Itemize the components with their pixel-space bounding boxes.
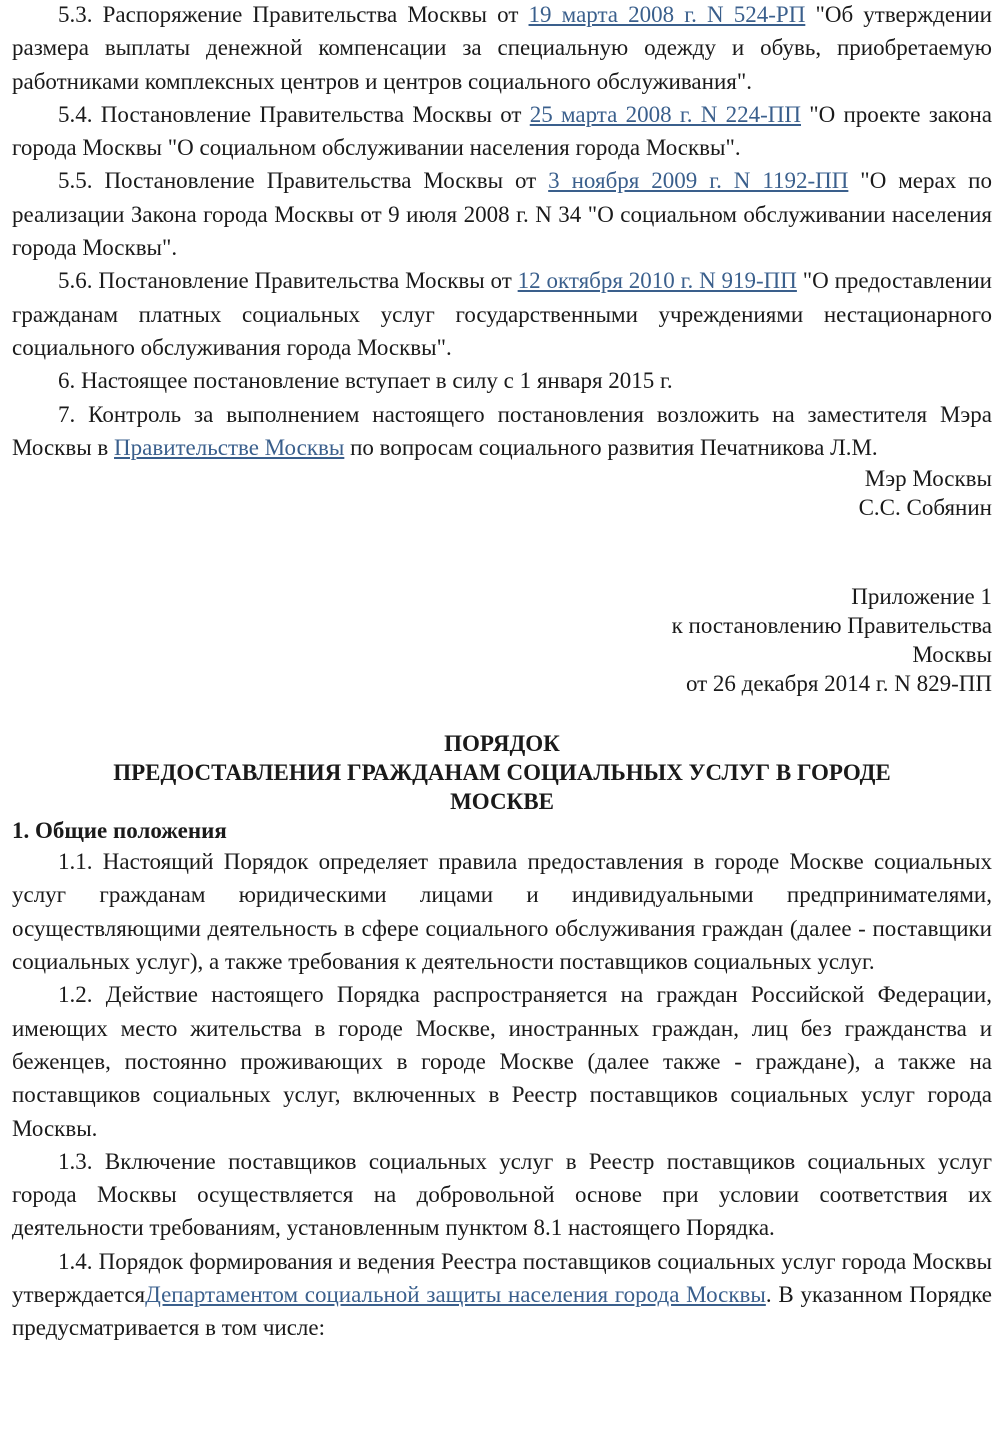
paragraph-text: 1.4. Порядок формирования и ведения Реестра поставщиков социальных услуг города Москвы утверждается [12,1248,992,1308]
link-resolution-1192-pp[interactable]: 3 ноября 2009 г. N 1192-ПП [548,168,849,194]
link-resolution-919-pp[interactable]: 12 октября 2010 г. N 919-ПП [517,268,797,294]
appendix-line-4: от 26 декабря 2014 г. N 829-ПП [685,671,992,697]
title-line-2: ПРЕДОСТАВЛЕНИЯ ГРАЖДАНАМ СОЦИАЛЬНЫХ УСЛУГ В ГОРОДЕ [113,760,891,786]
paragraph-text: 5.5. Постановление Правительства Москвы от [58,168,549,194]
paragraph-5-4 [12,98,992,165]
signature-name: С.С. Собянин [858,495,992,521]
title-line-1: ПОРЯДОК [444,731,560,757]
paragraph-text: "О предоставлении гражданам платных социальных услуг государственными учреждениями нестационарного социального обслуживания города Москвы". [12,268,992,360]
appendix-line-2: к постановлению Правительства [671,613,992,639]
paragraph-text: 5.6. Постановление Правительства Москвы от [58,268,518,294]
paragraph-1-1: 1.1. Настоящий Порядок определяет правила предоставления в городе Москве социальных услуг гражданам юридическими лицами и индивидуальными предпринимателями, осуществляющими деятельность в сфере социального обслуживания граждан (далее - поставщики социальных услуг), а также требования к деятельности поставщиков социальных услуг. [12,849,992,975]
paragraph-7 [12,398,992,465]
appendix-line-3: Москвы [912,642,992,668]
signature-block [12,464,992,522]
link-moscow-government[interactable]: Правительстве Москвы [114,434,345,460]
paragraph-1-2: 1.2. Действие настоящего Порядка распространяется на граждан Российской Федерации, имеющих место жительства в городе Москве, иностранных граждан, лиц без гражданства и беженцев, постоянно проживающих в городе Москве (далее также - граждане), а также на поставщиков социальных услуг, включенных в Реестр поставщиков социальных услуг города Москвы. [12,982,992,1141]
signature-position: Мэр Москвы [864,466,992,492]
document-title [12,729,992,816]
paragraph-1-4 [12,1245,992,1345]
title-line-3: МОСКВЕ [450,789,554,815]
link-resolution-224-pp[interactable]: 25 марта 2008 г. N 224-ПП [529,101,801,127]
paragraph-text: 5.3. Распоряжение Правительства Москвы от [58,2,529,27]
paragraph-text: "О мерах по реализации Закона города Москвы от 9 июля 2008 г. N 34 "О социальном обслуживании населения города Москвы". [12,168,992,261]
paragraph-6: 6. Настоящее постановление вступает в силу с 1 января 2015 г. [58,368,673,394]
paragraph-text: "Об утверждении размера выплаты денежной компенсации за специальную одежду и обувь, приобретаемую работниками комплексных центров и центров социального обслуживания". [12,2,992,94]
link-social-protection-department[interactable]: Департаментом социальной защиты населения города Москвы [145,1282,766,1308]
link-order-524-rp[interactable]: 19 марта 2008 г. N 524-РП [528,2,806,27]
paragraph-5-6 [12,264,992,364]
paragraph-5-5 [12,164,992,264]
paragraph-1-3: 1.3. Включение поставщиков социальных услуг в Реестр поставщиков социальных услуг города Москвы осуществляется на добровольной основе при условии соответствия их деятельности требованиям, установленным пунктом 8.1 настоящего Порядка. [12,1148,992,1241]
appendix-block [12,582,992,698]
paragraph-5-3 [12,0,992,98]
paragraph-text: "О проекте закона города Москвы "О социальном обслуживании населения города Москвы". [12,101,993,161]
paragraph-text: . В указанном Порядке предусматривается в том числе: [12,1282,993,1341]
section-heading-general: 1. Общие положения [12,818,227,844]
paragraph-text: 7. Контроль за выполнением настоящего постановления возложить на заместителя Мэра Москвы в [12,401,992,460]
paragraph-text: 5.4. Постановление Правительства Москвы от [58,101,530,127]
paragraph-text: по вопросам социального развития Печатникова Л.М. [344,434,878,460]
appendix-line-1: Приложение 1 [851,584,992,610]
